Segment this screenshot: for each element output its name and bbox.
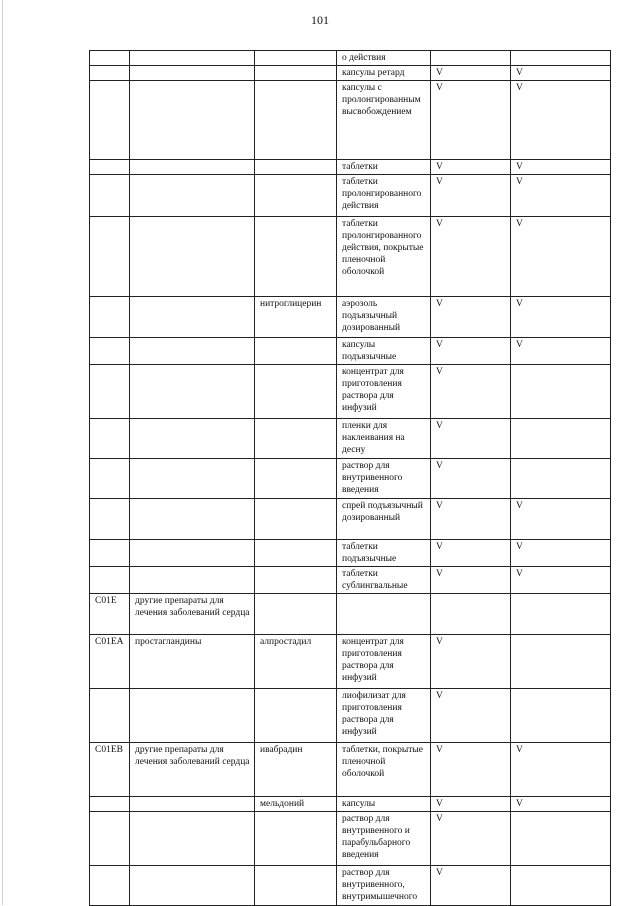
drug-name-cell bbox=[255, 689, 337, 743]
atc-code-cell bbox=[90, 459, 130, 499]
table-row bbox=[90, 51, 611, 66]
atc-code-cell bbox=[90, 297, 130, 338]
drug-name-cell bbox=[255, 419, 337, 459]
dosage-form-cell: аэрозоль подъязычный дозированный bbox=[337, 297, 431, 338]
atc-code-cell bbox=[90, 51, 130, 66]
mark-cell-1: V bbox=[431, 160, 511, 175]
atc-code-cell: C01E bbox=[90, 594, 130, 635]
drug-name-cell bbox=[255, 594, 337, 635]
dosage-form-cell: раствор для внутривенного введения bbox=[337, 459, 431, 499]
table-row bbox=[90, 594, 611, 635]
dosage-form-cell: таблетки подъязычные bbox=[337, 540, 431, 567]
group-name-cell bbox=[130, 217, 255, 297]
table-row bbox=[90, 866, 611, 906]
mark-cell-1: V bbox=[431, 459, 511, 499]
drug-name-cell: алпростадил bbox=[255, 635, 337, 689]
mark-cell-2 bbox=[511, 419, 611, 459]
mark-cell-1: V bbox=[431, 338, 511, 365]
atc-code-cell bbox=[90, 419, 130, 459]
atc-code-cell bbox=[90, 540, 130, 567]
dosage-form-cell: таблетки bbox=[337, 160, 431, 175]
drug-name-cell bbox=[255, 217, 337, 297]
dosage-form-cell: капсулы подъязычные bbox=[337, 338, 431, 365]
dosage-form-cell: таблетки, покрытые пленочной оболочкой bbox=[337, 743, 431, 797]
group-name-cell bbox=[130, 540, 255, 567]
dosage-form-cell: раствор для внутривенного и парабульбарного введения bbox=[337, 812, 431, 866]
mark-cell-1: V bbox=[431, 81, 511, 160]
table-row bbox=[90, 66, 611, 81]
mark-cell-1 bbox=[431, 51, 511, 66]
group-name-cell bbox=[130, 499, 255, 540]
drug-name-cell bbox=[255, 66, 337, 81]
table-row bbox=[90, 217, 611, 297]
mark-cell-2 bbox=[511, 812, 611, 866]
page-number: 101 bbox=[311, 13, 329, 27]
mark-cell-1: V bbox=[431, 866, 511, 906]
table-row bbox=[90, 81, 611, 160]
mark-cell-1: V bbox=[431, 365, 511, 419]
group-name-cell: другие препараты для лечения заболеваний сердца bbox=[130, 594, 255, 635]
mark-cell-1: V bbox=[431, 567, 511, 594]
mark-cell-1: V bbox=[431, 175, 511, 217]
mark-cell-1: V bbox=[431, 689, 511, 743]
drug-name-cell bbox=[255, 866, 337, 906]
atc-code-cell bbox=[90, 812, 130, 866]
mark-cell-1: V bbox=[431, 499, 511, 540]
mark-cell-1: V bbox=[431, 419, 511, 459]
table-row bbox=[90, 338, 611, 365]
dosage-form-cell: таблетки пролонгированного действия, покрытые пленочной оболочкой bbox=[337, 217, 431, 297]
drug-name-cell bbox=[255, 338, 337, 365]
atc-code-cell bbox=[90, 365, 130, 419]
dosage-form-cell bbox=[337, 594, 431, 635]
mark-cell-2: V bbox=[511, 743, 611, 797]
group-name-cell: простагландины bbox=[130, 635, 255, 689]
mark-cell-2: V bbox=[511, 499, 611, 540]
drug-name-cell bbox=[255, 499, 337, 540]
mark-cell-2: V bbox=[511, 338, 611, 365]
drug-name-cell bbox=[255, 459, 337, 499]
mark-cell-2: V bbox=[511, 160, 611, 175]
mark-cell-1: V bbox=[431, 217, 511, 297]
group-name-cell bbox=[130, 338, 255, 365]
drug-name-cell bbox=[255, 567, 337, 594]
atc-code-cell bbox=[90, 217, 130, 297]
mark-cell-2 bbox=[511, 459, 611, 499]
atc-code-cell bbox=[90, 689, 130, 743]
mark-cell-2: V bbox=[511, 797, 611, 812]
group-name-cell bbox=[130, 160, 255, 175]
group-name-cell bbox=[130, 812, 255, 866]
mark-cell-1: V bbox=[431, 297, 511, 338]
medicines-table bbox=[89, 50, 611, 906]
atc-code-cell bbox=[90, 66, 130, 81]
mark-cell-1: V bbox=[431, 66, 511, 81]
mark-cell-2: V bbox=[511, 81, 611, 160]
table-row bbox=[90, 797, 611, 812]
group-name-cell bbox=[130, 567, 255, 594]
mark-cell-2: V bbox=[511, 175, 611, 217]
table-row bbox=[90, 689, 611, 743]
mark-cell-2 bbox=[511, 689, 611, 743]
mark-cell-2: V bbox=[511, 66, 611, 81]
mark-cell-2 bbox=[511, 51, 611, 66]
mark-cell-2: V bbox=[511, 297, 611, 338]
table-row bbox=[90, 635, 611, 689]
group-name-cell bbox=[130, 175, 255, 217]
dosage-form-cell: капсулы bbox=[337, 797, 431, 812]
table-row bbox=[90, 499, 611, 540]
dosage-form-cell: спрей подъязычный дозированный bbox=[337, 499, 431, 540]
group-name-cell bbox=[130, 419, 255, 459]
group-name-cell bbox=[130, 51, 255, 66]
dosage-form-cell: таблетки сублингвальные bbox=[337, 567, 431, 594]
atc-code-cell: C01EB bbox=[90, 743, 130, 797]
group-name-cell bbox=[130, 866, 255, 906]
dosage-form-cell: концентрат для приготовления раствора для инфузий bbox=[337, 635, 431, 689]
table-row bbox=[90, 459, 611, 499]
atc-code-cell bbox=[90, 866, 130, 906]
mark-cell-2 bbox=[511, 365, 611, 419]
group-name-cell bbox=[130, 365, 255, 419]
table-row bbox=[90, 297, 611, 338]
dosage-form-cell: капсулы с пролонгированным высвобождением bbox=[337, 81, 431, 160]
mark-cell-1: V bbox=[431, 743, 511, 797]
atc-code-cell bbox=[90, 175, 130, 217]
drug-name-cell: нитроглицерин bbox=[255, 297, 337, 338]
group-name-cell: другие препараты для лечения заболеваний сердца bbox=[130, 743, 255, 797]
atc-code-cell bbox=[90, 567, 130, 594]
scan-edge bbox=[2, 0, 3, 905]
atc-code-cell: C01EA bbox=[90, 635, 130, 689]
table-row bbox=[90, 365, 611, 419]
mark-cell-2: V bbox=[511, 217, 611, 297]
mark-cell-1: V bbox=[431, 812, 511, 866]
drug-name-cell: ивабрадин bbox=[255, 743, 337, 797]
drug-name-cell bbox=[255, 540, 337, 567]
table-row bbox=[90, 567, 611, 594]
mark-cell-2 bbox=[511, 594, 611, 635]
atc-code-cell bbox=[90, 338, 130, 365]
dosage-form-cell: раствор для внутривенного, внутримышечного bbox=[337, 866, 431, 906]
mark-cell-1: V bbox=[431, 797, 511, 812]
dosage-form-cell: о действия bbox=[337, 51, 431, 66]
dosage-form-cell: концентрат для приготовления раствора для инфузий bbox=[337, 365, 431, 419]
drug-name-cell bbox=[255, 51, 337, 66]
drug-name-cell bbox=[255, 812, 337, 866]
dosage-form-cell: таблетки пролонгированного действия bbox=[337, 175, 431, 217]
group-name-cell bbox=[130, 81, 255, 160]
drug-name-cell bbox=[255, 175, 337, 217]
mark-cell-1: V bbox=[431, 540, 511, 567]
drug-name-cell: мельдоний bbox=[255, 797, 337, 812]
table-row bbox=[90, 743, 611, 797]
atc-code-cell bbox=[90, 81, 130, 160]
drug-name-cell bbox=[255, 365, 337, 419]
mark-cell-1: V bbox=[431, 635, 511, 689]
group-name-cell bbox=[130, 66, 255, 81]
mark-cell-2: V bbox=[511, 540, 611, 567]
dosage-form-cell: капсулы ретард bbox=[337, 66, 431, 81]
mark-cell-2: V bbox=[511, 567, 611, 594]
dosage-form-cell: пленки для наклеивания на десну bbox=[337, 419, 431, 459]
mark-cell-1 bbox=[431, 594, 511, 635]
drug-name-cell bbox=[255, 81, 337, 160]
atc-code-cell bbox=[90, 797, 130, 812]
mark-cell-2 bbox=[511, 635, 611, 689]
table-row bbox=[90, 812, 611, 866]
dosage-form-cell: лиофилизат для приготовления раствора для инфузий bbox=[337, 689, 431, 743]
group-name-cell bbox=[130, 689, 255, 743]
table-row bbox=[90, 175, 611, 217]
atc-code-cell bbox=[90, 499, 130, 540]
atc-code-cell bbox=[90, 160, 130, 175]
group-name-cell bbox=[130, 797, 255, 812]
mark-cell-2 bbox=[511, 866, 611, 906]
table-row bbox=[90, 540, 611, 567]
drug-name-cell bbox=[255, 160, 337, 175]
table-row bbox=[90, 160, 611, 175]
table-row bbox=[90, 419, 611, 459]
group-name-cell bbox=[130, 459, 255, 499]
group-name-cell bbox=[130, 297, 255, 338]
